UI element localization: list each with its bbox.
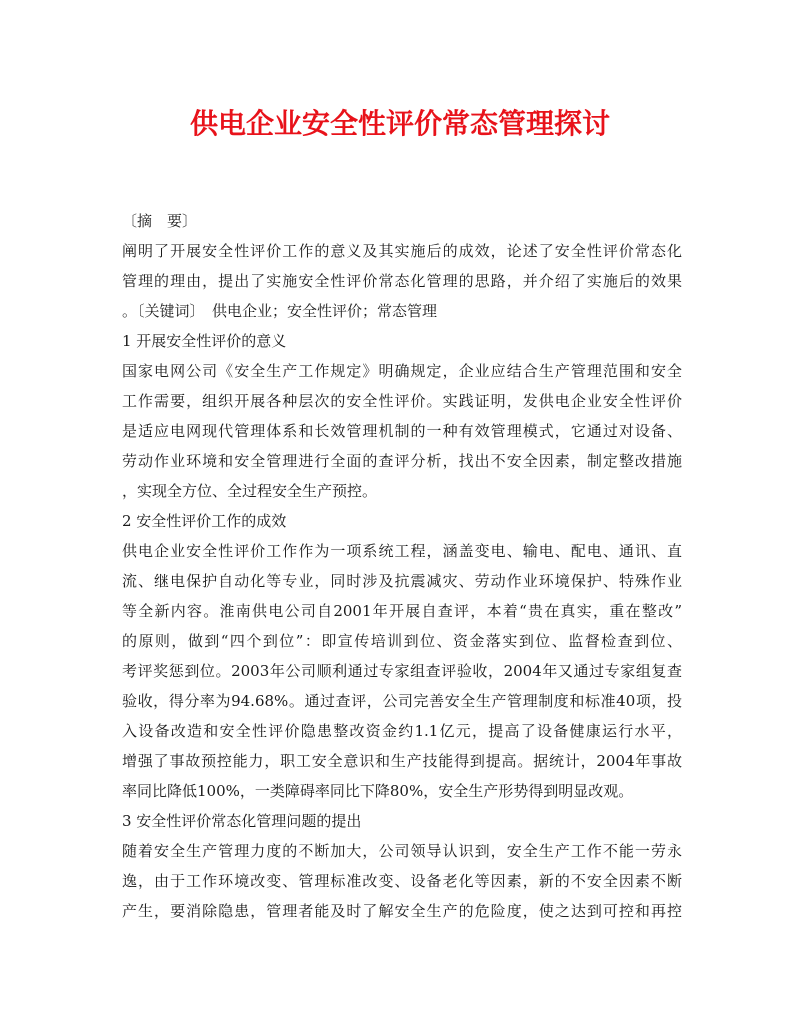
- text-line: 增强了事故预控能力，职工安全意识和生产技能得到提高。据统计，2004年事故: [122, 752, 682, 770]
- text-line: 工作需要，组织开展各种层次的安全性评价。实践证明，发供电企业安全性评价: [122, 392, 682, 410]
- document-body: [122, 206, 682, 926]
- text-line: 逸，由于工作环境改变、管理标准改变、设备老化等因素，新的不安全因素不断: [122, 872, 682, 890]
- text-line: 2 安全性评价工作的成效: [122, 512, 287, 530]
- text-line: 供电企业安全性评价工作作为一项系统工程，涵盖变电、输电、配电、通讯、直: [122, 542, 682, 560]
- text-line: 劳动作业环境和安全管理进行全面的查评分析，找出不安全因素，制定整改措施: [122, 452, 682, 470]
- text-line: 1 开展安全性评价的意义: [122, 332, 287, 350]
- text-line: 〔摘 要〕: [122, 212, 198, 230]
- text-line: 产生，要消除隐患，管理者能及时了解安全生产的危险度，使之达到可控和再控: [122, 902, 682, 920]
- text-line: ，实现全方位、全过程安全生产预控。: [122, 482, 378, 500]
- text-line: 随着安全生产管理力度的不断加大，公司领导认识到，安全生产工作不能一劳永: [122, 842, 682, 860]
- text-line: 阐明了开展安全性评价工作的意义及其实施后的成效，论述了安全性评价常态化: [122, 242, 682, 260]
- text-line: 国家电网公司《安全生产工作规定》明确规定，企业应结合生产管理范围和安全: [122, 362, 682, 380]
- text-line: 等全新内容。淮南供电公司自2001年开展自查评，本着“贵在真实，重在整改”: [122, 602, 682, 620]
- text-line: 管理的理由，提出了实施安全性评价常态化管理的思路，并介绍了实施后的效果: [122, 272, 682, 290]
- text-line: 流、继电保护自动化等专业，同时涉及抗震减灾、劳动作业环境保护、特殊作业: [122, 572, 682, 590]
- text-line: 是适应电网现代管理体系和长效管理机制的一种有效管理模式，它通过对设备、: [122, 422, 682, 440]
- text-line: 。〔关键词〕 供电企业；安全性评价；常态管理: [122, 302, 438, 320]
- text-line: 考评奖惩到位。2003年公司顺利通过专家组查评验收，2004年又通过专家组复查: [122, 662, 682, 680]
- text-line: 入设备改造和安全性评价隐患整改资金约1.1亿元，提高了设备健康运行水平，: [122, 722, 682, 740]
- document-title: 供电企业安全性评价常态管理探讨: [189, 107, 610, 140]
- text-line: 3 安全性评价常态化管理问题的提出: [122, 812, 362, 830]
- text-line: 的原则，做到“四个到位”：即宣传培训到位、资金落实到位、监督检查到位、: [122, 632, 682, 650]
- text-line: 验收，得分率为94.68%。通过查评，公司完善安全生产管理制度和标准40项，投: [122, 692, 682, 710]
- text-line: 率同比降低100%，一类障碍率同比下降80%，安全生产形势得到明显改观。: [122, 782, 634, 800]
